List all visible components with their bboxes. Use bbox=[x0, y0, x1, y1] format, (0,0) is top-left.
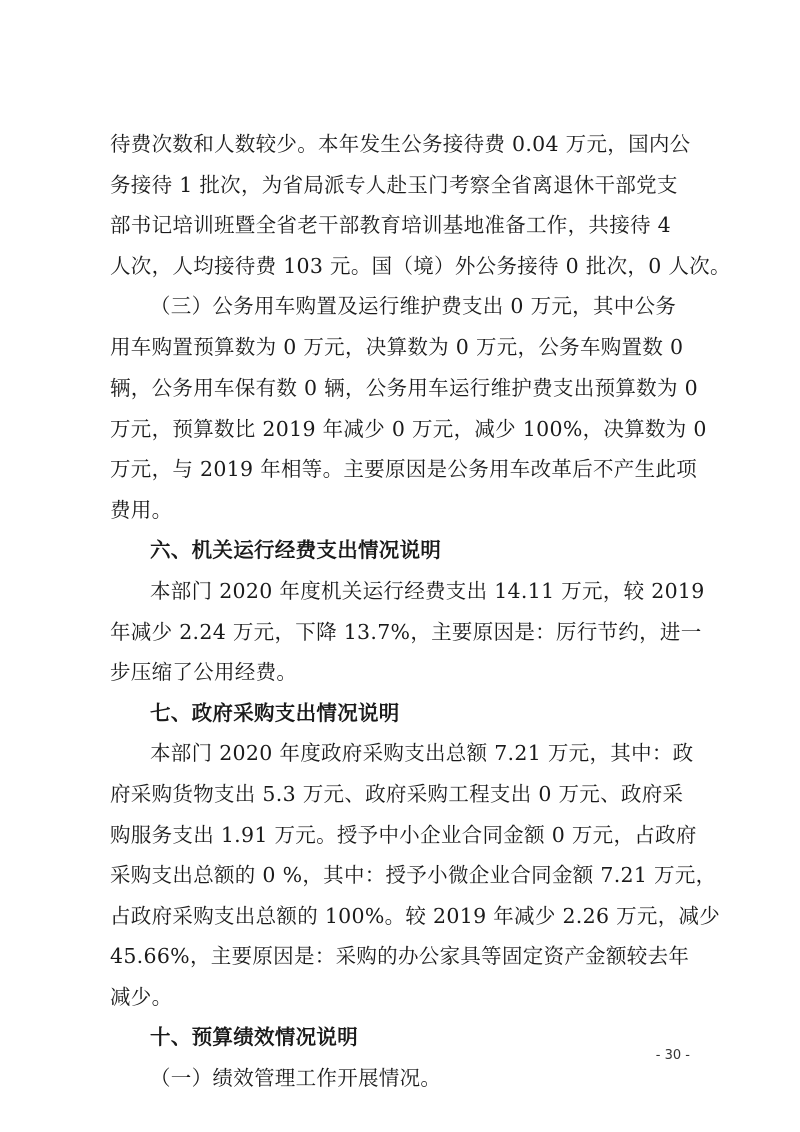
paragraph-line: 用车购置预算数为 0 万元，决算数为 0 万元，公务车购置数 0 bbox=[110, 335, 684, 359]
paragraph-line: 万元，预算数比 2019 年减少 0 万元，减少 100%，决算数为 0 bbox=[110, 417, 707, 441]
paragraph-line: 务接待 1 批次，为省局派专人赴玉门考察全省离退休干部党支 bbox=[110, 173, 678, 197]
paragraph-line: 采购支出总额的 0 %，其中：授予小微企业合同金额 7.21 万元， bbox=[110, 863, 717, 887]
paragraph-line: （三）公务用车购置及运行维护费支出 0 万元，其中公务 bbox=[150, 294, 677, 318]
paragraph-line: 占政府采购支出总额的 100%。较 2019 年减少 2.26 万元，减少 bbox=[110, 904, 721, 928]
paragraph-line: 步压缩了公用经费。 bbox=[110, 660, 298, 684]
paragraph-line: 45.66%，主要原因是：采购的办公家具等固定资产金额较去年 bbox=[110, 944, 690, 968]
paragraph-line: 本部门 2020 年度机关运行经费支出 14.11 万元，较 2019 bbox=[150, 579, 705, 603]
paragraph-line: 本部门 2020 年度政府采购支出总额 7.21 万元，其中：政 bbox=[150, 741, 694, 765]
page-number: - 30 - bbox=[655, 1048, 690, 1063]
paragraph-line: 辆，公务用车保有数 0 辆，公务用车运行维护费支出预算数为 0 bbox=[110, 376, 698, 400]
subsection-heading: （一）绩效管理工作开展情况。 bbox=[150, 1066, 442, 1090]
paragraph-line: 人次，人均接待费 103 元。国（境）外公务接待 0 批次，0 人次。 bbox=[110, 254, 731, 278]
paragraph-line: 减少。 bbox=[110, 985, 173, 1009]
paragraph-line: 万元，与 2019 年相等。主要原因是公务用车改革后不产生此项 bbox=[110, 457, 698, 481]
paragraph-line: 待费次数和人数较少。本年发生公务接待费 0.04 万元，国内公 bbox=[110, 132, 691, 156]
paragraph-line: 购服务支出 1.91 万元。授予中小企业合同金额 0 万元，占政府 bbox=[110, 823, 697, 847]
section-heading: 六、机关运行经费支出情况说明 bbox=[150, 538, 442, 562]
paragraph-line: 费用。 bbox=[110, 498, 173, 522]
paragraph-line: 府采购货物支出 5.3 万元、政府采购工程支出 0 万元、政府采 bbox=[110, 782, 684, 806]
paragraph-line: 年减少 2.24 万元，下降 13.7%，主要原因是：厉行节约，进一 bbox=[110, 620, 702, 644]
section-heading: 七、政府采购支出情况说明 bbox=[150, 701, 400, 725]
section-heading: 十、预算绩效情况说明 bbox=[150, 1025, 358, 1049]
paragraph-line: 部书记培训班暨全省老干部教育培训基地准备工作，共接待 4 bbox=[110, 213, 671, 237]
